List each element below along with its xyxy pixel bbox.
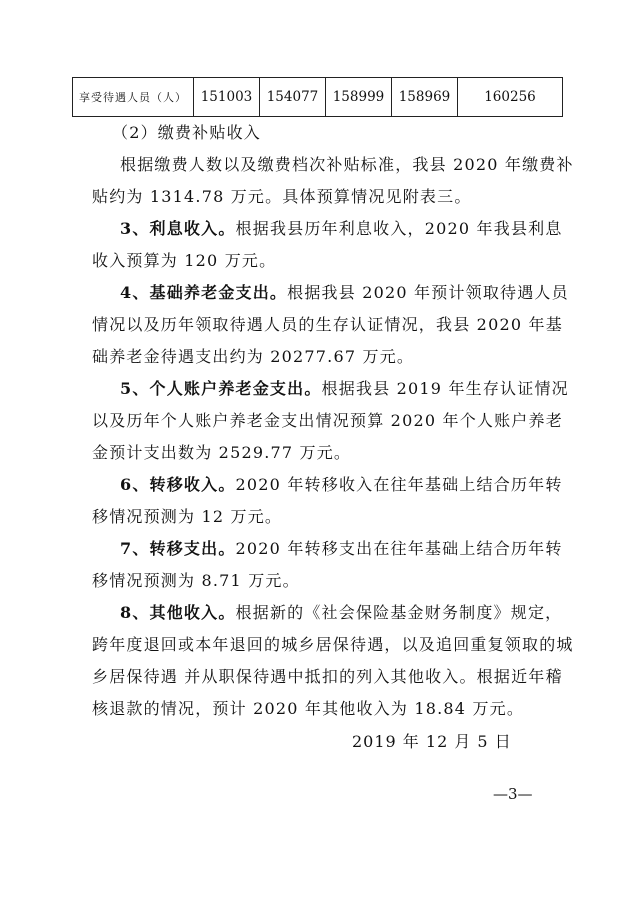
table-cell: 154077	[260, 78, 326, 117]
paragraph-heading: 8、其他收入。	[120, 603, 236, 622]
beneficiary-table	[72, 77, 563, 117]
table-cell: 158999	[326, 78, 392, 117]
paragraph-text: 2020 年转移支出在往年基础上结合历年转移情况预测为 8.71 万元。	[92, 539, 563, 590]
paragraph-text: 根据我县 2020 年预计领取待遇人员情况以及历年领取待遇人员的生存认证情况，我县 2020 年基础养老金待遇支出约为 20277.67 万元。	[92, 283, 569, 366]
paragraph-interest	[92, 213, 576, 277]
paragraph-heading: 6、转移收入。	[120, 475, 236, 494]
paragraph-personal-account	[92, 373, 576, 469]
paragraph-heading: 4、基础养老金支出。	[120, 283, 288, 302]
paragraph-transfer-in	[92, 469, 576, 533]
paragraph-text: 根据缴费人数以及缴费档次补贴标准，我县 2020 年缴费补贴约为 1314.78 万元。具体预算情况见附表三。	[92, 155, 574, 206]
paragraph-heading: 7、转移支出。	[120, 539, 236, 558]
paragraph-text: 2020 年转移收入在往年基础上结合历年转移情况预测为 12 万元。	[92, 475, 563, 526]
paragraph-subsidy	[92, 149, 576, 213]
page-number: —3—	[493, 785, 533, 803]
paragraph-heading: 5、个人账户养老金支出。	[120, 379, 322, 398]
table-cell: 160256	[458, 78, 563, 117]
paragraph-basic-pension	[92, 277, 576, 373]
paragraph-transfer-out	[92, 533, 576, 597]
paragraph-text: 根据新的《社会保险基金财务制度》规定，跨年度退回或本年退回的城乡居保待遇，以及追回重复领取的城乡居保待遇 并从职保待遇中抵扣的列入其他收入。根据近年稽核退款的情况，预计 2020 年其他收入为 18.84 万元。	[92, 603, 574, 718]
subheading: （2）缴费补贴收入	[112, 123, 261, 142]
paragraph-text: 根据我县历年利息收入，2020 年我县利息收入预算为 120 万元。	[92, 219, 563, 270]
document-date: 2019 年 12 月 5 日	[352, 732, 512, 751]
row-label: 享受待遇人员（人）	[73, 78, 194, 117]
paragraph-heading: 3、利息收入。	[120, 219, 236, 238]
table-cell: 158969	[392, 78, 458, 117]
table-cell: 151003	[194, 78, 260, 117]
table-row	[73, 78, 563, 117]
paragraph-text: 根据我县 2019 年生存认证情况以及历年个人账户养老金支出情况预算 2020 年个人账户养老金预计支出数为 2529.77 万元。	[92, 379, 569, 462]
paragraph-other-income	[92, 597, 576, 725]
